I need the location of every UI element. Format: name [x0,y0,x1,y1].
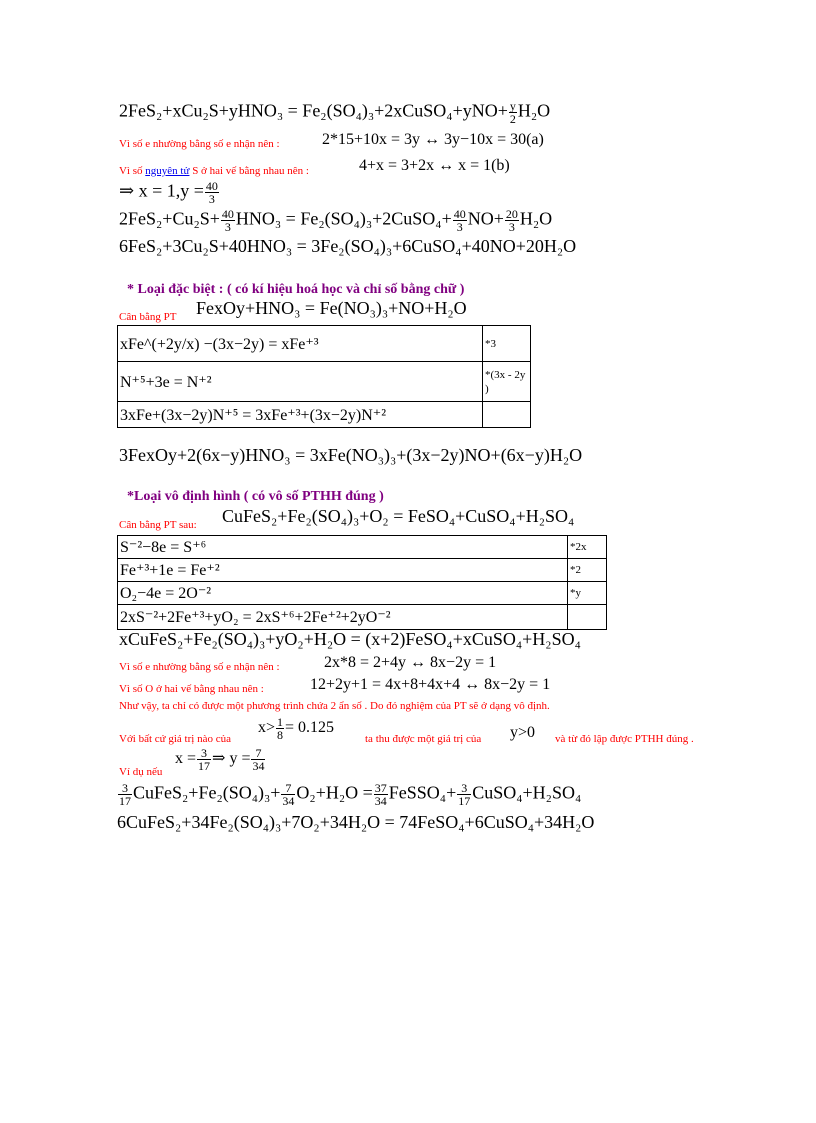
table-row [118,605,607,630]
condition-y: y>0 [510,724,536,741]
frac-den: 17 [198,759,211,773]
frac-den: 3 [208,192,215,206]
eq-part: O₂+H₂O = [296,782,373,803]
frac-num: 7 [251,747,265,760]
equation-1-main: 2FeS₂+xCu₂S+yHNO₃ = Fe₂(SO₄)₃+2xCuSO₄+yNO+ [119,100,508,121]
frac-num: 40 [205,179,218,193]
table-row [118,402,531,428]
frac-den: 17 [458,794,471,808]
note-oxygen-balance: Vì số O ở hai vế bằng nhau nên : [119,683,264,695]
label-balance: Cân bằng PT sau: [119,519,197,531]
equation-electron: 2x*8 = 2+4y ↔ 8x−2y = 1 [324,654,497,671]
frac-num: 1 [277,715,284,729]
heading-indeterminate: *Loại vô định hình ( có vô số PTHH đúng ) [127,489,384,504]
label-example: Ví dụ nếu [119,766,163,778]
half-reaction: S⁻²−8e = S⁺⁶ [118,536,568,559]
note-conclusion: và từ đó lập được PTHH đúng . [555,733,694,745]
half-reaction: Fe⁺³+1e = Fe⁺² [118,559,568,582]
half-reaction: 2xS⁻²+2Fe⁺³+yO₂ = 2xS⁺⁶+2Fe⁺²+2yO⁻² [118,605,568,630]
ex-text: ⇒ y = [212,750,251,768]
half-reaction: xFe^(+2y/x) −(3x−2y) = xFe⁺³ [118,326,483,362]
frac-num: 37 [374,781,387,795]
frac-num: 40 [221,207,234,221]
eq-part: FeSSO₄+ [388,782,457,803]
label-balance: Cân bằng PT [119,311,177,323]
ex-text: x = [175,750,197,768]
frac-den: 34 [374,794,387,808]
condition-x [258,716,334,741]
fraction [276,716,284,741]
frac-num: 40 [453,207,466,221]
eq-part: CuSO₄+H₂SO₄ [472,782,582,803]
heading-special: * Loại đặc biệt : ( có kí hiệu hoá học và chỉ số bằng chữ ) [127,282,465,297]
half-reaction: O₂−4e = 2O⁻² [118,582,568,605]
multiplier: *3 [483,326,531,362]
result-text: ⇒ x = 1,y = [119,180,204,201]
note-sulfur-balance [119,165,309,177]
equation-b: 4+x = 3+2x ↔ x = 1(b) [359,157,510,174]
fraction [205,180,219,205]
frac-den: 3 [508,220,515,234]
note-text: S ở hai vế bằng nhau nên : [189,165,309,177]
table-row [118,582,607,605]
fraction [509,100,517,125]
equation-1 [119,100,550,125]
equation-oxygen: 12+2y+1 = 4x+8+4x+4 ↔ 8x−2y = 1 [310,676,551,693]
table-row [118,362,531,402]
half-reaction: 3xFe+(3x−2y)N⁺⁵ = 3xFe⁺³+(3x−2y)N⁺² [118,402,483,428]
frac-den: 17 [119,794,131,808]
result-line [119,180,220,205]
eq-part: CuFeS₂+Fe₂(SO₄)₃+ [133,782,281,803]
fraction [505,208,519,233]
equation-3: 6FeS₂+3Cu₂S+40HNO₃ = 3Fe₂(SO₄)₃+6CuSO₄+40NO+20H₂O [119,236,577,256]
note-text: Vì số [119,165,146,177]
frac-num: 3 [457,782,471,795]
balance-table-indeterminate [117,535,607,630]
multiplier: *(3x - 2y ) [483,362,531,402]
fraction [457,782,471,807]
table-row [118,536,607,559]
frac-num: 3 [118,782,132,795]
frac-num: 7 [281,782,295,795]
fraction [453,208,467,233]
equation-example-integer: 6CuFeS₂+34Fe₂(SO₄)₃+7O₂+34H₂O = 74FeSO₄+6CuSO₄+34H₂O [117,812,595,832]
frac-den: 34 [252,759,265,773]
equation-special-final: 3FexOy+2(6x−y)HNO₃ = 3xFe(NO₃)₃+(3x−2y)NO+(6x−y)H₂O [119,445,583,465]
fraction [251,747,265,772]
half-reaction: N⁺⁵+3e = N⁺² [118,362,483,402]
eq-part: HNO₃ = Fe₂(SO₄)₃+2CuSO₄+ [235,208,452,229]
equation-2 [119,208,552,233]
frac-den: 34 [282,794,295,808]
eq-part: H₂O [519,208,553,229]
table-row [118,326,531,362]
equation-special: FexOy+HNO₃ = Fe(NO₃)₃+NO+H₂O [196,298,467,318]
table-row [118,559,607,582]
frac-den: 3 [224,220,231,234]
frac-den: 3 [456,220,463,234]
example-values [175,747,266,772]
cond-value: = 0.125 [285,719,335,737]
balance-table-special [117,325,531,428]
equation-indeterminate-full: xCuFeS₂+Fe₂(SO₄)₃+yO₂+H₂O = (x+2)FeSO₄+xCuSO₄+H₂SO₄ [119,629,581,649]
note-electron-balance: Vì số e nhường bằng số e nhận nên : [119,138,280,150]
fraction [281,782,295,807]
multiplier: *y [568,582,607,605]
fraction [118,782,132,807]
atom-link[interactable]: nguyên tử [145,165,190,177]
cond-text: x> [258,719,276,737]
frac-den: 2 [509,112,516,126]
frac-den: 8 [277,728,284,742]
frac-num: y [509,99,516,113]
note-any-value: Với bất cứ giá trị nào của [119,733,231,745]
frac-num: 3 [197,747,211,760]
equation-1-tail: H₂O [517,100,551,121]
multiplier: *2x [568,536,607,559]
multiplier [568,605,607,630]
frac-num: 20 [505,207,518,221]
fraction [197,747,211,772]
fraction [221,208,235,233]
fraction [374,782,388,807]
note-electron-balance: Vì số e nhường bằng số e nhận nên : [119,661,280,673]
multiplier [483,402,531,428]
multiplier: *2 [568,559,607,582]
eq-part: NO+ [467,208,504,229]
eq-part: 2FeS₂+Cu₂S+ [119,208,220,229]
note-obtain: ta thu được một giá trị của [365,733,482,745]
equation-example-fraction [117,782,581,807]
equation-a: 2*15+10x = 3y ↔ 3y−10x = 30(a) [322,131,544,148]
equation-indeterminate: CuFeS₂+Fe₂(SO₄)₃+O₂ = FeSO₄+CuSO₄+H₂SO₄ [222,506,575,526]
note-indeterminate: Như vậy, ta chỉ có được một phương trình chứa 2 ẩn số . Do đó nghiệm của PT sẽ ở dạng vô định. [119,700,550,712]
